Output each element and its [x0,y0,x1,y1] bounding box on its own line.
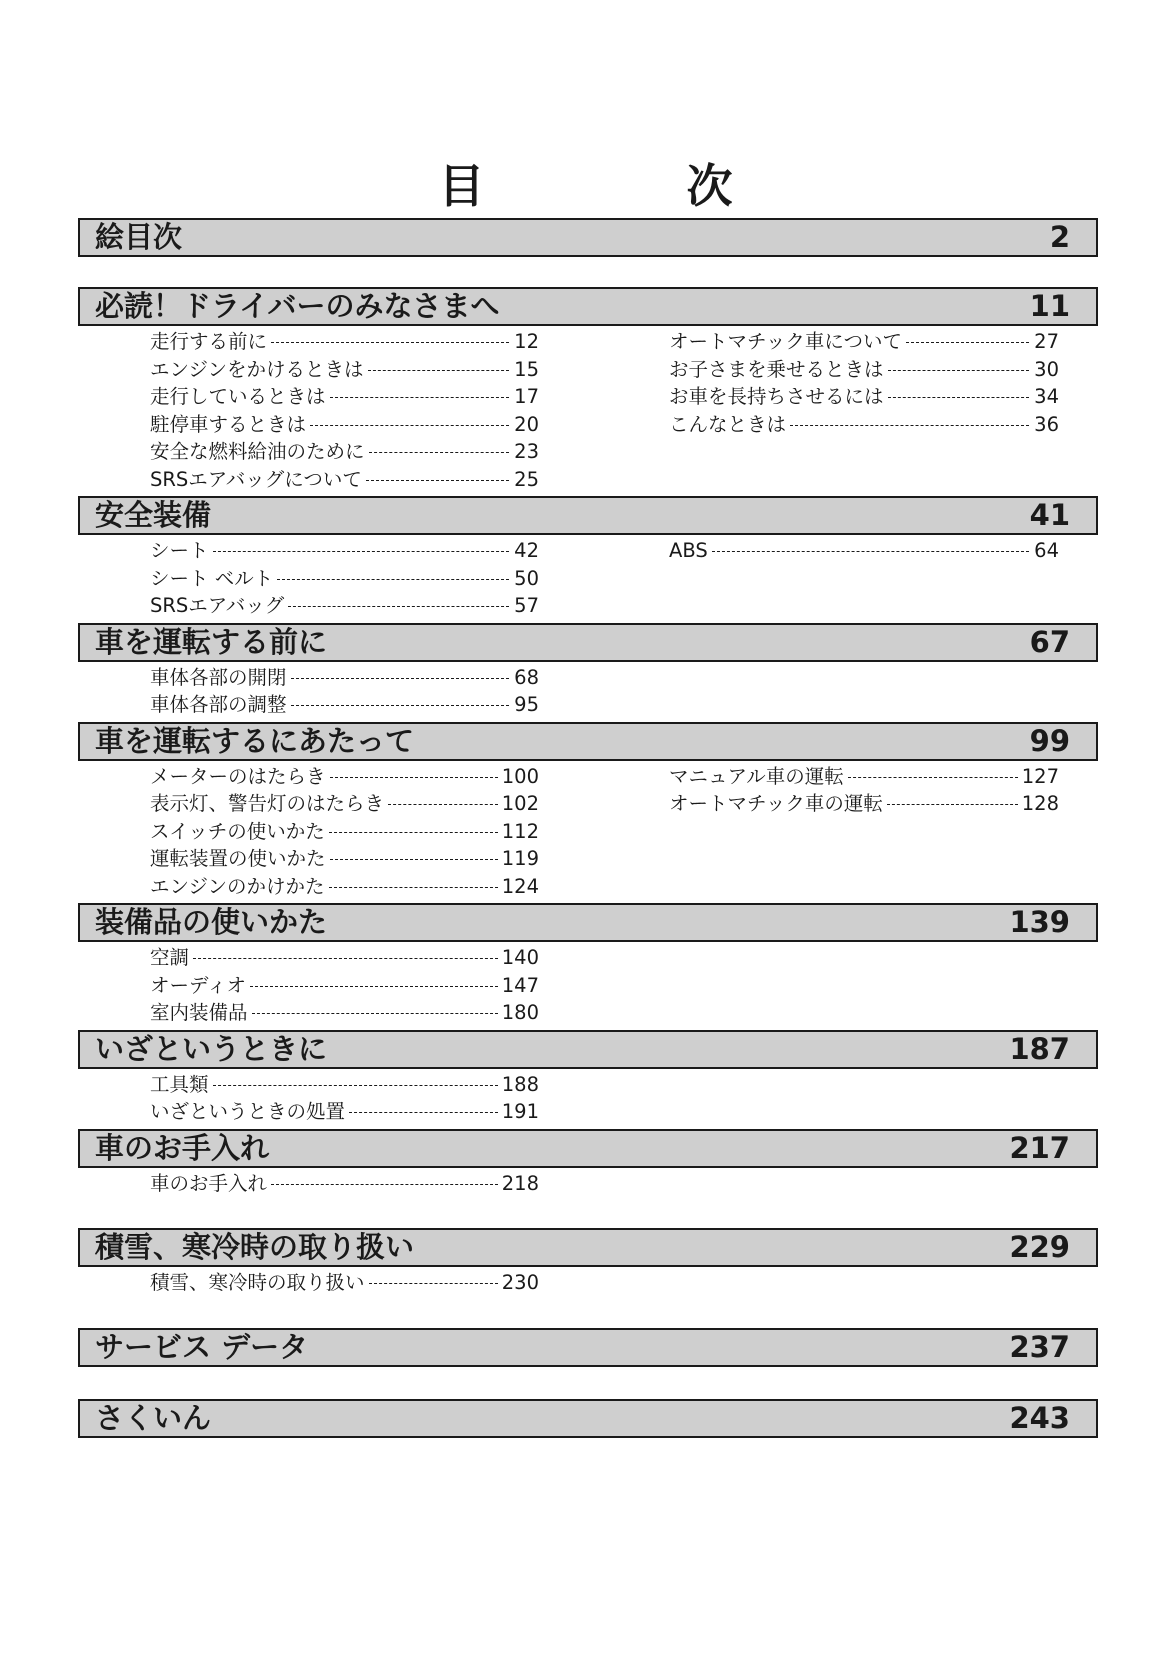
entries-left-column [150,1170,539,1198]
dot-leader [271,342,509,343]
toc-entry-page: 124 [501,874,539,898]
section-entries [78,763,1098,901]
toc-entry[interactable] [669,411,1059,439]
section-page: 243 [1009,1400,1070,1435]
section-header[interactable] [78,1328,1098,1367]
toc-entry-label: メーターのはたらき [150,764,326,788]
toc-section [78,903,1098,1027]
section-entries [78,1269,1098,1297]
toc-entry[interactable] [150,438,539,466]
toc-entry-page: 180 [501,1001,539,1024]
entries-right-column [669,1269,1059,1297]
section-page: 41 [1029,498,1070,532]
dot-leader [291,678,509,679]
toc-entry-page: 15 [514,357,539,381]
toc-entry[interactable] [669,790,1059,818]
toc-entry-page: 30 [1034,357,1059,381]
toc-entry[interactable] [150,972,539,1000]
toc-entry-page: 17 [514,385,539,408]
toc-entry-page: 64 [1034,539,1059,562]
toc-entry[interactable] [150,944,539,972]
toc-entry-label: 空調 [150,946,190,969]
toc-entry-label: SRSエアバッグ [150,594,285,617]
section-header[interactable] [78,1399,1098,1438]
toc-section [78,218,1098,257]
toc-entry[interactable] [150,383,539,411]
section-title: いざというときに [95,1031,328,1066]
toc-entry-label: マニュアル車の運転 [669,764,844,788]
toc-entry-page: 230 [501,1271,539,1294]
toc-entry-label: 工具類 [150,1072,209,1096]
toc-entry[interactable] [669,383,1059,411]
toc-entry-label: 室内装備品 [150,1001,248,1024]
toc-entry-page: 100 [501,764,539,788]
section-entries [78,328,1098,493]
dot-leader [349,1112,498,1113]
section-page: 217 [1009,1130,1070,1165]
section-entries [78,1170,1098,1198]
dot-leader [330,777,498,778]
dot-leader [193,958,498,959]
toc-section [78,1030,1098,1126]
dot-leader [888,370,1029,371]
toc-entry-label: 車のお手入れ [150,1171,268,1195]
toc-entry[interactable] [150,565,539,593]
toc-entry[interactable] [150,356,539,384]
toc-entry[interactable] [150,664,539,692]
toc-entry-label: シート ベルト [150,566,274,590]
toc-entry-page: 42 [514,539,539,562]
section-title: 必読！ドライバーのみなさまへ [95,289,500,323]
toc-entry-page: 36 [1034,412,1059,436]
page-title-right: 次 [686,159,735,213]
toc-entry[interactable] [150,537,539,565]
toc-entry-label: こんなときは [669,412,787,436]
toc-entry[interactable] [150,1269,539,1297]
dot-leader [887,804,1018,805]
dot-leader [848,777,1018,778]
entries-right-column [669,328,1059,493]
toc-entry-page: 50 [514,566,539,590]
toc-entry[interactable] [150,818,539,846]
entries-left-column [150,1269,539,1297]
dot-leader [329,832,498,833]
dot-leader [388,804,498,805]
section-header[interactable] [78,496,1098,535]
entries-right-column [669,1071,1059,1126]
toc-entry-label: 走行する前に [150,330,268,353]
toc-entry[interactable] [150,790,539,818]
toc-entry-page: 127 [1021,764,1059,788]
section-header[interactable] [78,722,1098,761]
section-page: 139 [1009,905,1070,939]
toc-entry-page: 102 [501,792,539,815]
toc-entry[interactable] [150,592,539,620]
toc-entry[interactable] [669,763,1059,791]
section-entries [78,537,1098,620]
toc-entry-label: 走行しているときは [150,385,326,408]
dot-leader [288,606,509,607]
section-header[interactable] [78,1228,1098,1267]
dot-leader [906,342,1029,343]
section-title: 車を運転する前に [95,624,328,659]
section-entries [78,664,1098,719]
entries-left-column [150,664,539,719]
dot-leader [888,397,1029,398]
toc-entry-label: 安全な燃料給油のために [150,440,365,463]
toc-entry-label: エンジンのかけかた [150,874,325,898]
toc-entry[interactable] [150,328,539,356]
toc-entry-label: エンジンをかけるときは [150,357,364,381]
dot-leader [330,859,498,860]
toc-entry-page: 57 [514,594,539,617]
toc-entry-page: 68 [514,665,539,689]
table-of-contents [78,218,1098,1438]
toc-entry[interactable] [669,537,1059,565]
entries-left-column [150,328,539,493]
section-page: 2 [1049,220,1070,254]
dot-leader [712,551,1029,552]
toc-entry[interactable] [669,356,1059,384]
entries-right-column [669,763,1059,901]
dot-leader [368,370,509,371]
toc-section [78,1228,1098,1297]
toc-entry-page: 12 [514,330,539,353]
toc-entry-page: 27 [1034,330,1059,353]
section-page: 229 [1009,1230,1070,1264]
dot-leader [310,425,509,426]
dot-leader [369,1283,498,1284]
page-title-left: 目 [438,159,487,213]
toc-entry[interactable] [150,466,539,494]
section-page: 187 [1009,1031,1070,1066]
section-entries [78,1071,1098,1126]
dot-leader [252,1013,498,1014]
toc-section [78,287,1098,493]
entries-right-column [669,537,1059,620]
toc-entry-page: 188 [501,1072,539,1096]
toc-entry-page: 20 [514,412,539,436]
section-entries [78,944,1098,1027]
toc-section [78,496,1098,620]
toc-entry-label: スイッチの使いかた [150,819,325,843]
section-header[interactable] [78,1030,1098,1069]
entries-left-column [150,1071,539,1126]
toc-entry-page: 25 [514,467,539,491]
toc-entry-label: 車体各部の開閉 [150,665,287,689]
toc-entry-label: SRSエアバッグについて [150,467,362,491]
entries-left-column [150,944,539,1027]
toc-entry-label: ABS [669,539,708,562]
section-header[interactable] [78,218,1098,257]
dot-leader [277,579,509,580]
toc-section [78,1399,1098,1438]
entries-right-column [669,944,1059,1027]
toc-entry[interactable] [150,1071,539,1099]
section-title: 装備品の使いかた [95,905,328,939]
toc-entry[interactable] [150,763,539,791]
toc-entry[interactable] [150,845,539,873]
toc-entry-label: オートマチック車について [669,330,903,353]
toc-section [78,623,1098,719]
toc-entry[interactable] [150,873,539,901]
dot-leader [329,887,498,888]
toc-entry-label: 車体各部の調整 [150,693,287,716]
toc-entry-page: 191 [501,1100,539,1123]
dot-leader [250,986,498,987]
section-header[interactable] [78,623,1098,662]
toc-entry-page: 147 [501,973,539,997]
toc-entry-label: オートマチック車の運転 [669,792,883,815]
toc-entry[interactable] [150,1098,539,1126]
entries-right-column [669,1170,1059,1198]
toc-entry-label: オーディオ [150,973,246,997]
dot-leader [330,397,509,398]
toc-entry-page: 119 [501,847,539,870]
toc-section [78,722,1098,901]
section-title: サービス データ [95,1329,309,1364]
entries-left-column [150,537,539,620]
toc-entry-label: 駐停車するときは [150,412,307,436]
toc-entry-page: 23 [514,440,539,463]
page-title [0,148,1173,218]
dot-leader [271,1184,498,1185]
toc-entry[interactable] [150,999,539,1027]
section-title: 車を運転するにあたって [95,723,415,758]
section-title: 絵目次 [95,220,183,254]
toc-section [78,1129,1098,1198]
toc-section [78,1328,1098,1367]
toc-entry-page: 140 [501,946,539,969]
toc-entry-label: お車を長持ちさせるには [669,385,884,408]
toc-entry-page: 128 [1021,792,1059,815]
section-page: 67 [1029,624,1070,659]
dot-leader [291,705,509,706]
section-page: 237 [1009,1329,1070,1364]
toc-entry[interactable] [150,691,539,719]
section-page: 11 [1029,289,1070,323]
toc-entry-label: いざというときの処置 [150,1100,346,1123]
section-header[interactable] [78,903,1098,942]
dot-leader [213,551,509,552]
dot-leader [213,1085,498,1086]
section-title: さくいん [95,1400,212,1435]
toc-entry-page: 218 [501,1171,539,1195]
section-header[interactable] [78,1129,1098,1168]
entries-right-column [669,664,1059,719]
toc-entry-label: 運転装置の使いかた [150,847,326,870]
toc-entry[interactable] [150,1170,539,1198]
toc-entry-page: 95 [514,693,539,716]
entries-left-column [150,763,539,901]
section-header[interactable] [78,287,1098,326]
toc-entry-label: お子さまを乗せるときは [669,357,884,381]
toc-entry[interactable] [150,411,539,439]
toc-entry-label: シート [150,539,209,562]
toc-entry-page: 34 [1034,385,1059,408]
dot-leader [366,480,509,481]
toc-entry-page: 112 [501,819,539,843]
dot-leader [369,452,509,453]
section-page: 99 [1029,723,1070,758]
section-title: 積雪、寒冷時の取り扱い [95,1230,415,1264]
section-title: 安全装備 [95,498,212,532]
toc-entry-label: 表示灯、警告灯のはたらき [150,792,385,815]
toc-entry[interactable] [669,328,1059,356]
dot-leader [790,425,1029,426]
section-title: 車のお手入れ [95,1130,270,1165]
toc-entry-label: 積雪、寒冷時の取り扱い [150,1271,365,1294]
